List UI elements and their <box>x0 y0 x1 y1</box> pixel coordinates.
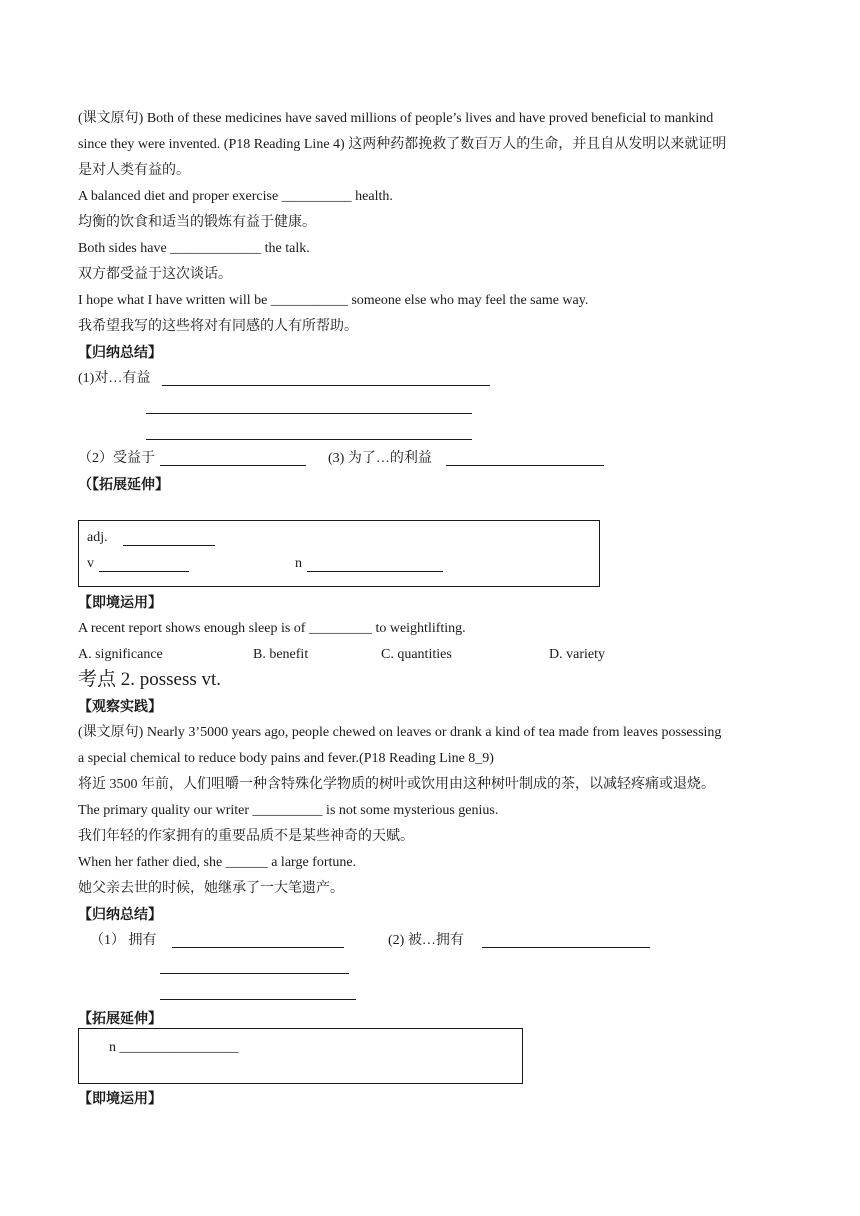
example-2-english: When her father died, she ______ a large fortune. <box>78 855 357 870</box>
apply-title: 【即境运用】 <box>78 595 162 611</box>
answer-line <box>307 571 443 572</box>
summary-item-2: （2）受益于 <box>78 451 155 466</box>
summary-title: 【归纳总结】 <box>78 907 162 923</box>
answer-line <box>146 413 472 414</box>
answer-line <box>160 973 349 974</box>
observe-title: 【观察实践】 <box>78 699 162 715</box>
option-b[interactable]: B. benefit <box>253 647 309 662</box>
extension-title: （【拓展延伸】 <box>78 477 169 493</box>
option-c[interactable]: C. quantities <box>381 647 452 662</box>
answer-line <box>446 465 604 466</box>
extension-title: 【拓展延伸】 <box>78 1011 162 1027</box>
apply-title: 【即境运用】 <box>78 1091 162 1107</box>
question-text: A recent report shows enough sleep is of _________ to weightlifting. <box>78 621 466 636</box>
noun-label: n _________________ <box>109 1040 239 1055</box>
summary-item-1: (1)对…有益 <box>78 371 151 386</box>
example-1-english: A balanced diet and proper exercise __________ health. <box>78 189 393 204</box>
answer-line <box>172 947 344 948</box>
source-sentence-line-2: since they were invented. (P18 Reading Line 4) 这两种药都挽救了数百万人的生命，并且自从发明以来就证明 <box>78 137 727 152</box>
source-sentence-line-3: 是对人类有益的。 <box>78 163 190 178</box>
summary-item-2: (2) 被…拥有 <box>388 933 464 948</box>
answer-line <box>160 465 306 466</box>
example-1-chinese: 均衡的饮食和适当的锻炼有益于健康。 <box>78 215 316 230</box>
summary-item-3: (3) 为了…的利益 <box>328 451 432 466</box>
summary-title: 【归纳总结】 <box>78 345 162 361</box>
source-sentence-chinese: 将近 3500 年前，人们咀嚼一种含特殊化学物质的树叶或饮用由这种树叶制成的茶，以减轻疼痛或退烧。 <box>78 777 715 792</box>
section-2-heading: 考点 2. possess vt. <box>78 669 222 690</box>
extension-box <box>78 520 600 587</box>
answer-line <box>123 545 215 546</box>
source-sentence-line-1: (课文原句) Nearly 3’5000 years ago, people chewed on leaves or drank a kind of tea made from leaves possessing <box>78 725 722 740</box>
example-3-english: I hope what I have written will be ___________ someone else who may feel the same way. <box>78 293 589 308</box>
adj-label: adj. <box>87 530 108 545</box>
answer-line <box>99 571 189 572</box>
verb-label: v <box>87 556 94 571</box>
source-sentence-line-2: a special chemical to reduce body pains and fever.(P18 Reading Line 8_9) <box>78 751 494 766</box>
answer-line <box>482 947 650 948</box>
option-d[interactable]: D. variety <box>549 647 605 662</box>
example-3-chinese: 我希望我写的这些将对有同感的人有所帮助。 <box>78 319 358 334</box>
example-1-chinese: 我们年轻的作家拥有的重要品质不是某些神奇的天赋。 <box>78 829 414 844</box>
example-1-english: The primary quality our writer __________ is not some mysterious genius. <box>78 803 499 818</box>
answer-line <box>162 385 490 386</box>
example-2-chinese: 双方都受益于这次谈话。 <box>78 267 232 282</box>
source-sentence-line-1: (课文原句) Both of these medicines have saved millions of people’s lives and have proved beneficial to mankind <box>78 111 714 126</box>
answer-line <box>160 999 356 1000</box>
answer-line <box>146 439 472 440</box>
option-a[interactable]: A. significance <box>78 647 163 662</box>
example-2-chinese: 她父亲去世的时候，她继承了一大笔遗产。 <box>78 881 344 896</box>
noun-label: n <box>295 556 302 571</box>
extension-box <box>78 1028 523 1084</box>
summary-item-1: （1） 拥有 <box>90 933 157 948</box>
example-2-english: Both sides have _____________ the talk. <box>78 241 310 256</box>
